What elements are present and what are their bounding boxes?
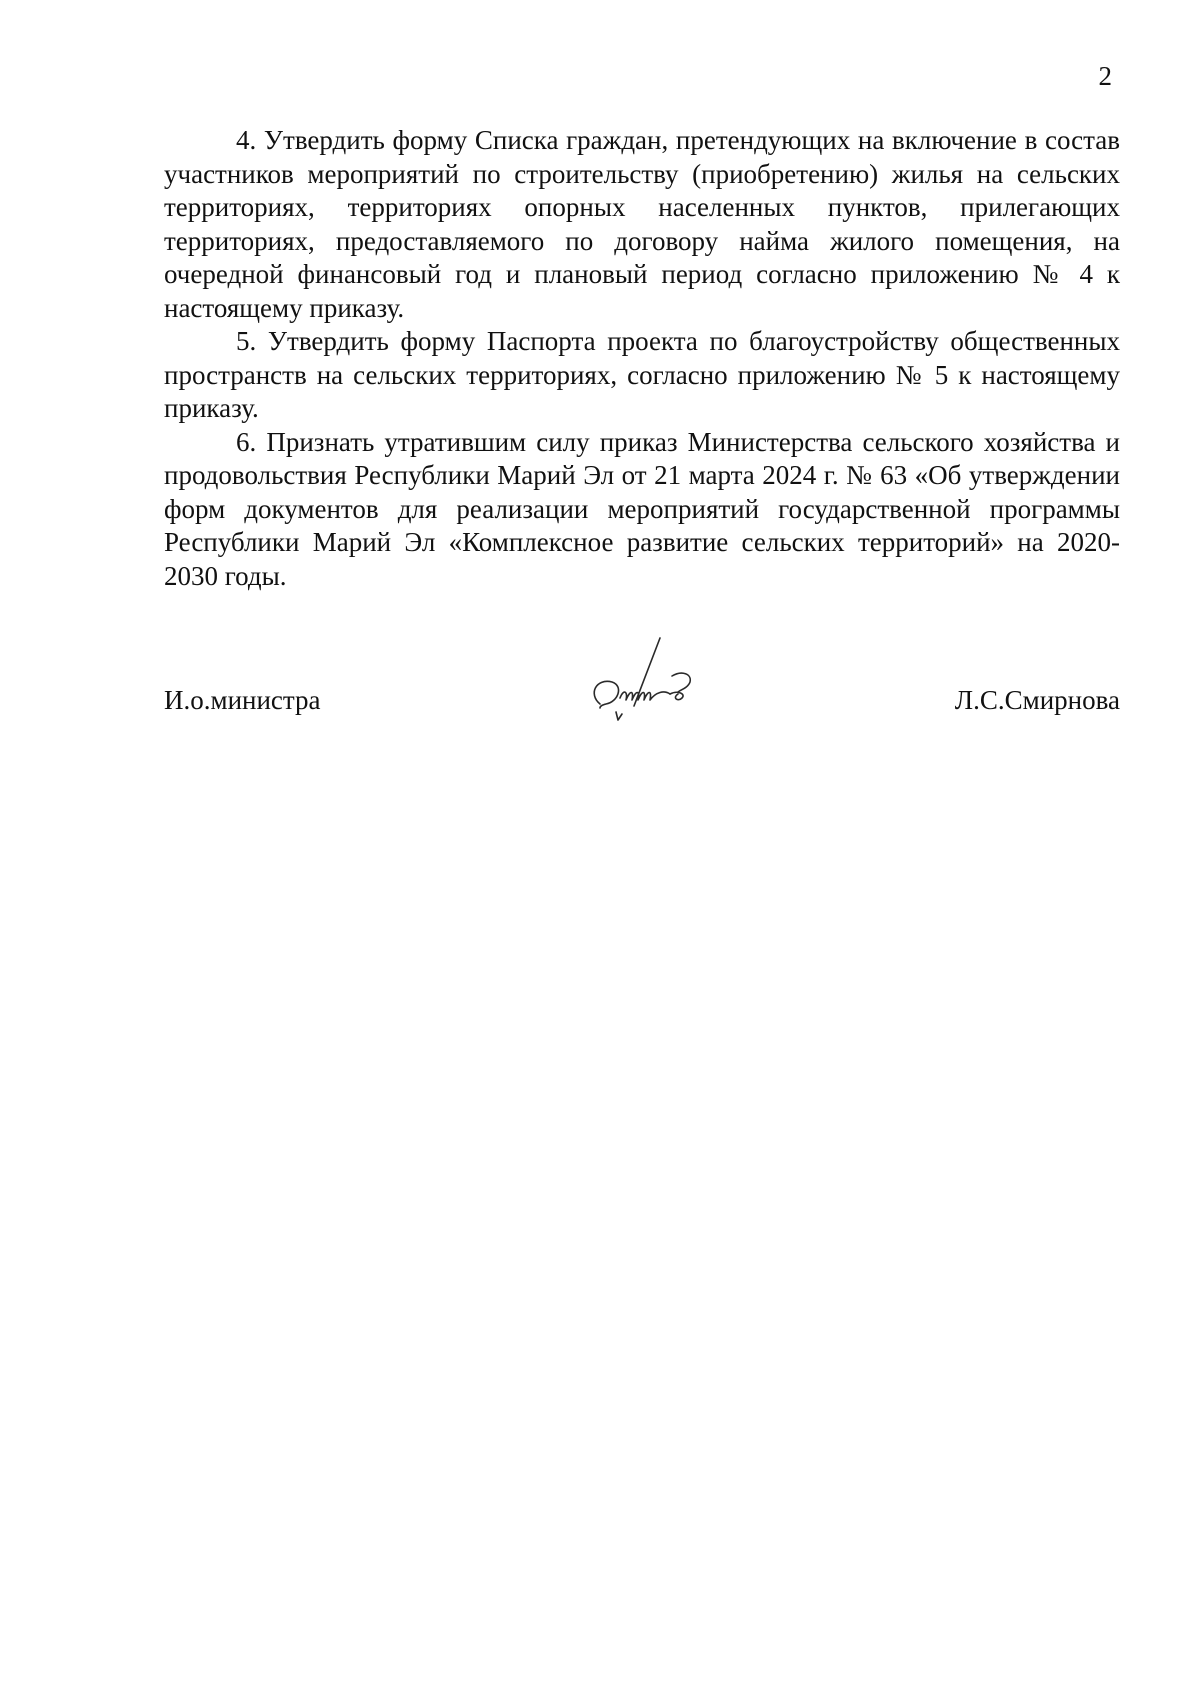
- paragraph-4: 4. Утвердить форму Списка граждан, претендующих на включение в состав участников мероприятий по строительству (приобретению) жилья на сельских территориях, территориях опорных населенных пунктов, прилегающих территориях, предоставляемого по договору найма жилого помещения, на очередной финансовый год и плановый период согласно приложению № 4 к настоящему приказу.: [164, 125, 1120, 323]
- paragraph-6: 6. Признать утратившим силу приказ Министерства сельского хозяйства и продовольствия Республики Марий Эл от 21 марта 2024 г. № 63 «Об утверждении форм документов для реализации мероприятий государственной программы Республики Марий Эл «Комплексное развитие сельских территорий» на 2020-2030 годы.: [164, 426, 1120, 591]
- paragraph-5: 5. Утвердить форму Паспорта проекта по благоустройству общественных пространств на сельских территориях, согласно приложению № 5 к настоящему приказу.: [164, 326, 1120, 423]
- signer-position: И.о.министра: [164, 685, 321, 715]
- handwritten-signature: [574, 632, 734, 732]
- signer-name: Л.С.Смирнова: [954, 685, 1120, 715]
- page-number: 2: [1098, 61, 1112, 91]
- signature-block: [164, 676, 1120, 736]
- document-body: [164, 124, 1120, 593]
